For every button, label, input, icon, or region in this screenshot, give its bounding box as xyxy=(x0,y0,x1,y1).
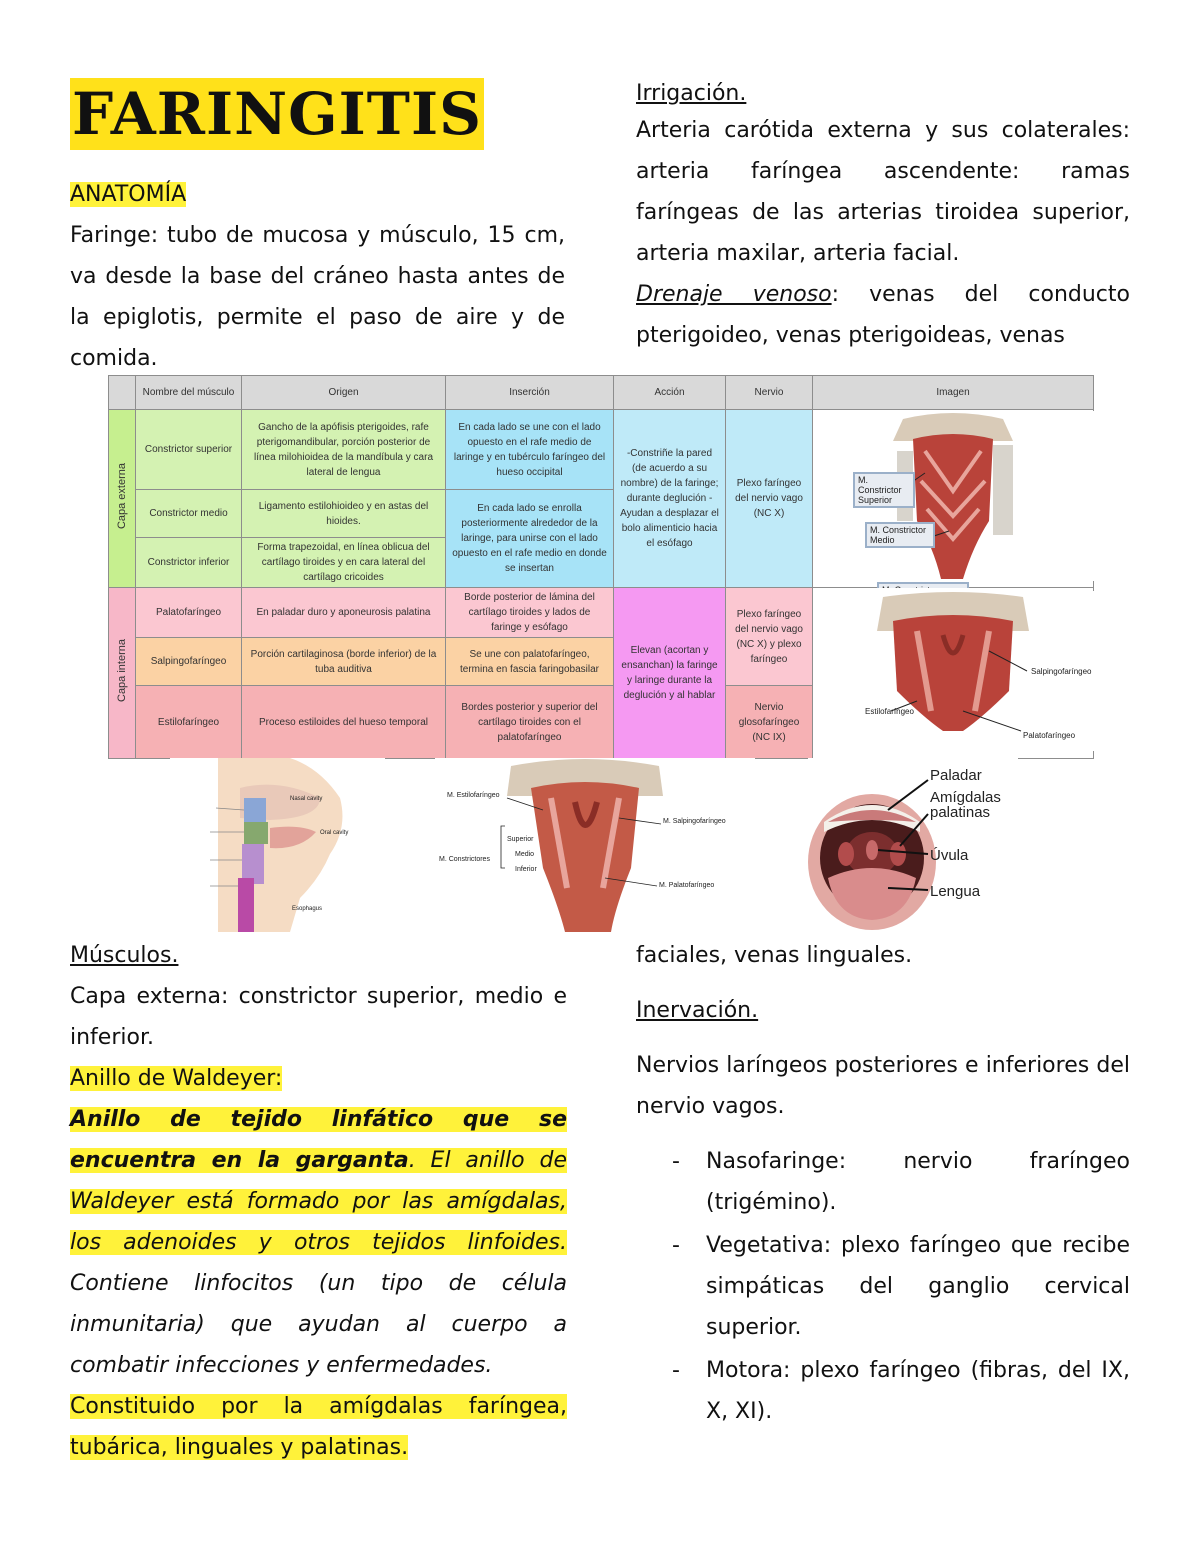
label-amigdalas-palatinas: Amígdalas palatinas xyxy=(930,789,1001,821)
posterior-pharynx-illustration xyxy=(435,758,755,932)
open-mouth-illustration xyxy=(808,758,1018,932)
muscle-origin: Gancho de la apófisis pterigoides, rafe pterigomandibular, porción posterior de línea milohioidea de la mandíbula y cara lateral de lengua xyxy=(242,410,446,490)
page-title: FARINGITIS xyxy=(72,80,482,148)
waldeyer-bold: Anillo de tejido linfático que se encuentra en la garganta xyxy=(70,1107,567,1173)
venous-drainage-label: Drenaje venoso xyxy=(636,282,832,307)
label-m-constrictor-superior: M. Constrictor Superior xyxy=(853,472,915,508)
irrigation-heading: Irrigación. xyxy=(636,81,747,106)
innervation-heading: Inervación. xyxy=(636,998,759,1023)
action-internal: Elevan (acortan y ensanchan) la faringe y laringe durante la deglución y al hablar xyxy=(614,588,726,759)
venous-drainage xyxy=(636,274,1130,356)
muscle-insertion: Bordes posterior y superior del cartílago tiroides con el palatofaríngeo xyxy=(446,686,614,759)
label-uvula: Úvula xyxy=(930,847,969,864)
label-superior: Superior xyxy=(507,836,534,843)
label-medio: Medio xyxy=(515,851,535,858)
muscle-name: Estilofaríngeo xyxy=(136,686,242,759)
label-m-salpingofaringeo: M. Salpingofaríngeo xyxy=(663,818,726,825)
muscle-insertion: En cada lado se une con el lado opuesto en el rafe medio de laringe y en tubérculo faríngeo del hueso occipital xyxy=(446,410,614,490)
label-palatofaringeo: Palatofaríngeo xyxy=(1023,731,1076,740)
muscles-column xyxy=(70,935,567,1468)
nerve-glossopharyngeal: Nervio glosofaríngeo (NC IX) xyxy=(726,686,813,759)
header-image: Imagen xyxy=(813,376,1094,410)
internal-layer-figure xyxy=(813,588,1094,759)
irrigation-column xyxy=(636,78,1130,356)
irrigation-body: Arteria carótida externa y sus colaterales: arteria faríngea ascendente: ramas faríngeas de las arterias tiroidea superior, arteria maxilar, arteria facial. xyxy=(636,118,1130,266)
table-header-row xyxy=(109,376,1094,410)
muscle-origin: Proceso estiloides del hueso temporal xyxy=(242,686,446,759)
muscle-insertion: Se une con palatofaríngeo, termina en fascia faringobasilar xyxy=(446,638,614,686)
anatomy-body: Faringe: tubo de mucosa y músculo, 15 cm, va desde la base del cráneo hasta antes de la epiglotis, permite el paso de aire y de comida. xyxy=(70,223,565,371)
header-name: Nombre del músculo xyxy=(136,376,242,410)
innervation-column xyxy=(636,935,1130,1434)
waldeyer-heading: Anillo de Waldeyer: xyxy=(70,1066,283,1091)
label-paladar: Paladar xyxy=(930,767,982,784)
label-m-palatofaringeo: M. Palatofaríngeo xyxy=(659,882,715,889)
muscle-table xyxy=(108,375,1094,759)
waldeyer-description xyxy=(70,1099,567,1386)
list-item: - Vegetativa: plexo faríngeo que recibe simpáticas del ganglio cervical superior. xyxy=(636,1225,1130,1348)
venous-drainage-continued: faciales, venas linguales. xyxy=(636,943,913,968)
group-external: Capa externa xyxy=(109,410,136,588)
venous-drainage-text: : venas del conducto pterigoideo, venas pterigoideas, venas xyxy=(636,282,1130,348)
list-item: - Nasofaringe: nervio fraríngeo (trigémino). xyxy=(636,1141,1130,1223)
label-inferior: Inferior xyxy=(515,866,537,873)
sagittal-head-figure xyxy=(170,758,385,932)
label-esophagus: Esophagus xyxy=(292,906,323,912)
action-external: -Constriñe la pared (de acuerdo a su nombre) de la faringe; durante deglución - Ayudan a desplazar el bolo alimenticio hacia el esófago xyxy=(614,410,726,588)
constrictors-figure xyxy=(813,410,1094,588)
nerve-external: Plexo faríngeo del nervio vago (NC X) xyxy=(726,410,813,588)
muscle-origin: Ligamento estilohioideo y en astas del hioides. xyxy=(242,490,446,538)
anatomy-column xyxy=(70,78,565,379)
muscle-origin: Porción cartilaginosa (borde inferior) de la tuba auditiva xyxy=(242,638,446,686)
waldeyer-rest: Contiene linfocitos (un tipo de célula inmunitaria) que ayudan al cuerpo a combatir infecciones y enfermedades. xyxy=(70,1271,567,1378)
label-estilofaringeo: Estilofaríngeo xyxy=(865,707,914,716)
header-insertion: Inserción xyxy=(446,376,614,410)
muscle-insertion: Borde posterior de lámina del cartílago tiroides y lados de faringe y esófago xyxy=(446,588,614,638)
muscles-heading: Músculos. xyxy=(70,943,179,968)
label-lengua: Lengua xyxy=(930,883,981,900)
external-layer-text: Capa externa: constrictor superior, medio e inferior. xyxy=(70,984,567,1050)
group-internal: Capa interna xyxy=(109,588,136,759)
waldeyer-highlight: . El anillo de Waldeyer está formado por las amígdalas, los adenoides y otros tejidos linfoides. xyxy=(70,1148,567,1255)
tonsils-constitution: Constituido por la amígdalas faríngea, tubárica, linguales y palatinas. xyxy=(70,1394,567,1460)
open-mouth-figure xyxy=(808,758,1018,932)
label-oral-cavity: Oral cavity xyxy=(320,830,349,836)
table-row xyxy=(109,410,1094,490)
header-action: Acción xyxy=(614,376,726,410)
muscle-name: Palatofaríngeo xyxy=(136,588,242,638)
label-nasal-cavity: Nasal cavity xyxy=(290,796,323,802)
label-m-estilofaringeo: M. Estilofaríngeo xyxy=(447,792,500,799)
label-m-constrictor-medio: M. Constrictor Medio xyxy=(865,522,935,548)
nerve-internal: Plexo faríngeo del nervio vago (NC X) y plexo faríngeo xyxy=(726,588,813,686)
header-origin: Origen xyxy=(242,376,446,410)
header-nerve: Nervio xyxy=(726,376,813,410)
muscle-name: Salpingofaríngeo xyxy=(136,638,242,686)
muscle-origin: En paladar duro y aponeurosis palatina xyxy=(242,588,446,638)
anatomy-heading: ANATOMÍA xyxy=(70,182,187,207)
muscle-origin: Forma trapezoidal, en línea oblicua del cartílago tiroides y en cara lateral del cartílago cricoides xyxy=(242,538,446,588)
innervation-list xyxy=(636,1141,1130,1432)
label-m-constrictores: M. Constrictores xyxy=(439,856,490,863)
list-item: - Motora: plexo faríngeo (fibras, del IX, X, XI). xyxy=(636,1350,1130,1432)
innervation-intro: Nervios laríngeos posteriores e inferiores del nervio vagos. xyxy=(636,1053,1130,1119)
sagittal-head-illustration xyxy=(170,758,385,932)
muscle-table-image xyxy=(108,375,1093,756)
muscle-insertion: En cada lado se enrolla posteriormente alrededor de la laringe, para unirse con el lado opuesto en el rafe medio en donde se insertan xyxy=(446,490,614,588)
posterior-pharynx-figure xyxy=(435,758,755,932)
muscle-name: Constrictor inferior xyxy=(136,538,242,588)
muscle-name: Constrictor medio xyxy=(136,490,242,538)
muscle-name: Constrictor superior xyxy=(136,410,242,490)
label-salpingofaringeo: Salpingofaríngeo xyxy=(1031,667,1092,676)
table-row xyxy=(109,588,1094,638)
